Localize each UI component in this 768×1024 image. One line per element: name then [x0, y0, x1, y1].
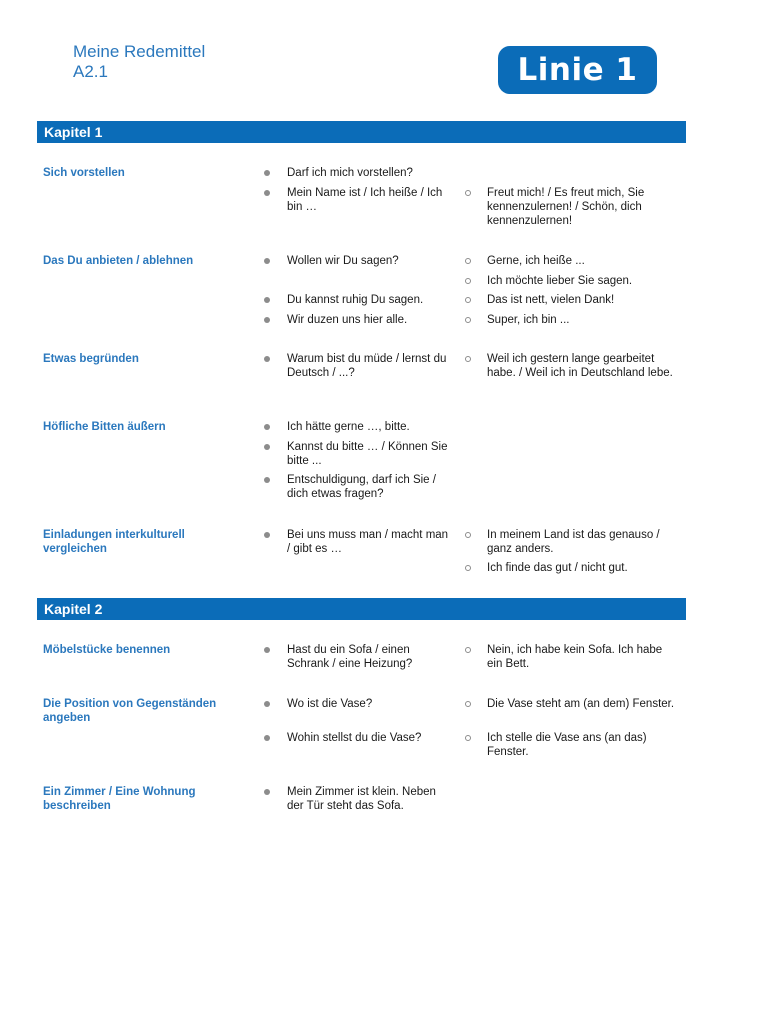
topic-sich-vorstellen: Sich vorstellen	[43, 167, 125, 179]
chapter-heading-2: Kapitel 2	[37, 598, 686, 620]
phrase-item: Mein Name ist / Ich heiße / Ich bin …	[287, 187, 443, 213]
page-header	[73, 42, 205, 82]
bullet-filled-icon	[264, 424, 270, 430]
topic-du-anbieten: Das Du anbieten / ablehnen	[43, 255, 194, 267]
response-item: Nein, ich habe kein Sofa. Ich habe ein Bett.	[487, 644, 663, 670]
level-label: A2.1	[73, 62, 108, 81]
bullet-filled-icon	[264, 532, 270, 538]
bullet-filled-icon	[264, 297, 270, 303]
bullet-filled-icon	[264, 789, 270, 795]
chapter-heading-1: Kapitel 1	[37, 121, 686, 143]
response-item: Ich finde das gut / nicht gut.	[487, 562, 628, 574]
phrase-item: Hast du ein Sofa / einen Schrank / eine Heizung?	[287, 644, 413, 670]
bullet-open-icon	[465, 565, 471, 571]
phrase-item: Kannst du bitte … / Können Sie bitte ...	[287, 441, 448, 467]
phrase-item: Mein Zimmer ist klein. Neben der Tür steht das Sofa.	[287, 786, 436, 812]
phrase-item: Wohin stellst du die Vase?	[287, 732, 422, 744]
bullet-filled-icon	[264, 317, 270, 323]
response-item: Weil ich gestern lange gearbeitet habe. / Weil ich in Deutschland lebe.	[487, 353, 673, 379]
bullet-open-icon	[465, 278, 471, 284]
response-item: Ich möchte lieber Sie sagen.	[487, 275, 633, 287]
topic-zimmer-beschreiben: Ein Zimmer / Eine Wohnung beschreiben	[43, 786, 196, 812]
bullet-filled-icon	[264, 444, 270, 450]
phrase-item: Warum bist du müde / lernst du Deutsch / ...?	[287, 353, 447, 379]
response-item: Gerne, ich heiße ...	[487, 255, 585, 267]
bullet-open-icon	[465, 532, 471, 538]
document-title: Meine Redemittel	[73, 42, 206, 61]
response-item: Das ist nett, vielen Dank!	[487, 294, 615, 306]
logo-text: Linie 1	[517, 52, 638, 88]
response-item: Die Vase steht am (an dem) Fenster.	[487, 698, 675, 710]
bullet-filled-icon	[264, 647, 270, 653]
bullet-filled-icon	[264, 356, 270, 362]
bullet-open-icon	[465, 356, 471, 362]
bullet-open-icon	[465, 735, 471, 741]
topic-einladungen-vergleichen: Einladungen interkulturell vergleichen	[43, 529, 185, 555]
topic-hoefliche-bitten: Höfliche Bitten äußern	[43, 421, 166, 433]
bullet-filled-icon	[264, 477, 270, 483]
bullet-filled-icon	[264, 258, 270, 264]
topic-etwas-begruenden: Etwas begründen	[43, 353, 139, 365]
bullet-open-icon	[465, 190, 471, 196]
bullet-open-icon	[465, 647, 471, 653]
response-item: In meinem Land ist das genauso / ganz anders.	[487, 529, 660, 555]
phrase-item: Entschuldigung, darf ich Sie / dich etwas fragen?	[287, 474, 436, 500]
bullet-filled-icon	[264, 735, 270, 741]
phrase-item: Ich hätte gerne …, bitte.	[287, 421, 410, 433]
bullet-open-icon	[465, 258, 471, 264]
bullet-filled-icon	[264, 701, 270, 707]
response-item: Super, ich bin ...	[487, 314, 570, 326]
bullet-filled-icon	[264, 190, 270, 196]
phrase-item: Wir duzen uns hier alle.	[287, 314, 408, 326]
linie1-logo	[498, 46, 657, 94]
topic-moebelstuecke: Möbelstücke benennen	[43, 644, 171, 656]
response-item: Freut mich! / Es freut mich, Sie kennenzulernen! / Schön, dich kennenzulernen!	[487, 187, 645, 227]
bullet-open-icon	[465, 317, 471, 323]
topic-position-gegenstaende: Die Position von Gegenständen angeben	[43, 698, 217, 724]
phrase-item: Wo ist die Vase?	[287, 698, 373, 710]
bullet-open-icon	[465, 297, 471, 303]
phrase-item: Darf ich mich vorstellen?	[287, 167, 413, 179]
phrase-item: Du kannst ruhig Du sagen.	[287, 294, 424, 306]
response-item: Ich stelle die Vase ans (an das) Fenster.	[487, 732, 647, 758]
bullet-filled-icon	[264, 170, 270, 176]
phrase-item: Wollen wir Du sagen?	[287, 255, 399, 267]
phrase-item: Bei uns muss man / macht man / gibt es …	[287, 529, 449, 555]
bullet-open-icon	[465, 701, 471, 707]
